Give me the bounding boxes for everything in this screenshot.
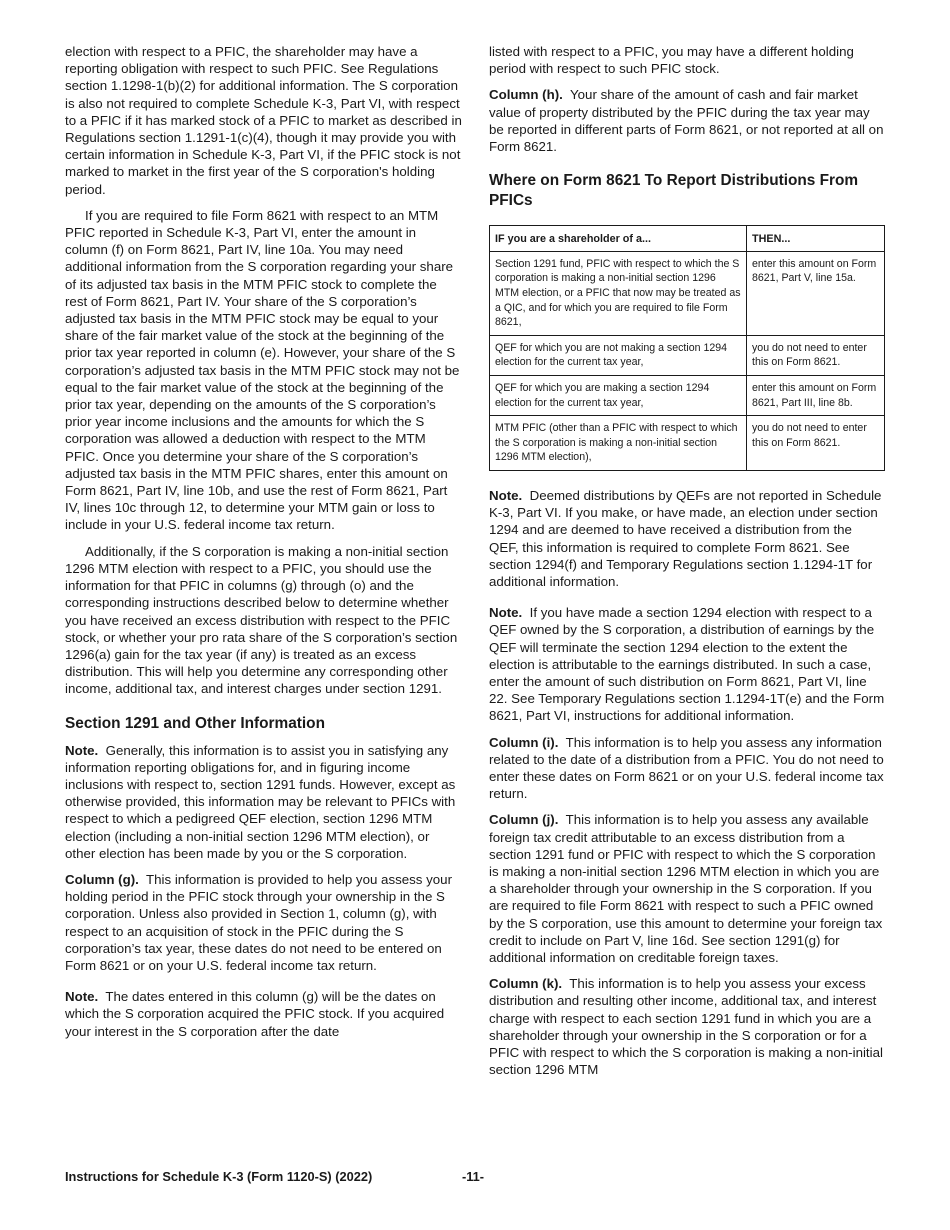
- table-cell-then: you do not need to enter this on Form 8621.: [747, 416, 885, 471]
- table-cell-if: MTM PFIC (other than a PFIC with respect to which the S corporation is making a non-initial section 1296 MTM election),: [490, 416, 747, 471]
- table-cell-then: enter this amount on Form 8621, Part III, line 8b.: [747, 375, 885, 415]
- section-heading: Where on Form 8621 To Report Distributions From PFICs: [489, 172, 859, 210]
- table-row: [490, 335, 885, 375]
- note-label: Note.: [65, 742, 99, 758]
- column-text: This information is to help you assess any available foreign tax credit attributable to an excess distribution from a section 1291 fund or PFIC with respect to which the S corporation is making a non-initial section 1296 MTM election in which you are a shareholder through your ownership in the S corporation. If you are required to file Form 8621 with respect to such a PFIC owned by the S corporation, use this amount to determine your foreign tax credit to include on Part V, line 16d. See section 1291(g) for additional information on creditable foreign taxes.: [489, 812, 883, 966]
- column-k-paragraph: [489, 975, 885, 1078]
- note-paragraph: [65, 988, 462, 1040]
- column-label: Column (h).: [489, 87, 563, 103]
- note-paragraph: [65, 742, 462, 862]
- right-column: [489, 43, 885, 1087]
- table-cell-then: enter this amount on Form 8621, Part V, line 15a.: [747, 251, 885, 335]
- paragraph: If you are required to file Form 8621 with respect to an MTM PFIC reported in Schedule K-3, Part VI, enter the amount in column (f) on Form 8621, Part IV, line 10a. You may need additional information from the S corporation regarding your share of its adjusted tax basis in the MTM PFIC stock to complete the rest of Form 8621, Part IV. Your share of the S corporation’s adjusted tax basis in the MTM PFIC stock may be equal to your share of the fair market value of the stock at the beginning of the prior tax year reported in column (e). However, your share of the S corporation’s adjusted tax basis in the MTM PFIC stock may not be equal to the fair market value of the stock at the beginning of the prior tax year, depending on the amounts of the S corporation’s prior year income inclusions and the amounts for which the S corporation was allowed a deduction with respect to the MTM PFIC. Once you determine your share of the S corporation’s adjusted tax basis in the MTM PFIC shares, enter this amount on Form 8621, Part IV, line 10b, and use the rest of Form 8621, Part IV, lines 10c through 12, to determine your MTM gain or loss to include in your U.S. federal income tax return.: [65, 207, 460, 533]
- left-column: [65, 43, 462, 1049]
- column-text: This information is to help you assess your excess distribution and resulting other income, additional tax, and interest charge with respect to each section 1291 fund in which you are a shareholder through your ownership in the S corporation or for a PFIC with respect to which the S corporation is making a non-initial section 1296 MTM: [489, 976, 883, 1078]
- column-h-paragraph: [489, 86, 885, 155]
- table-header-then: THEN...: [747, 226, 885, 252]
- table-cell-then: you do not need to enter this on Form 8621.: [747, 335, 885, 375]
- table-row: [490, 251, 885, 335]
- page-number: -11-: [462, 1169, 485, 1184]
- note-text: Deemed distributions by QEFs are not reported in Schedule K-3, Part VI. If you make, or have made, an election under section 1294 and are deemed to have received a distribution from the QEF, this information is required to complete Form 8621. See section 1294(f) and Temporary Regulations section 1.1294-1T for additional information.: [489, 487, 882, 589]
- distribution-table: [489, 225, 885, 471]
- note-label: Note.: [489, 605, 523, 621]
- column-label: Column (g).: [65, 871, 139, 887]
- note-text: Generally, this information is to assist you in satisfying any information reporting obligations for, and in figuring income inclusions with respect to, section 1291 funds. However, except as otherwise provided, this information may be relevant to PFICs with respect to which a pedigreed QEF election, section 1296 MTM election (including a non-initial section 1296 MTM election), or other election has been made by you or the S corporation.: [65, 742, 456, 861]
- section-heading: Section 1291 and Other Information: [65, 714, 325, 732]
- note-text: The dates entered in this column (g) will be the dates on which the S corporation acquired the PFIC stock. If you acquired your interest in the S corporation after the date: [65, 989, 445, 1039]
- column-text: This information is provided to help you assess your holding period in the PFIC stock through your ownership in the S corporation. Unless also provided in Section 1, column (g), with respect to an acquisition of stock in the PFIC during the S corporation’s tax year, these dates do not need to be entered on Form 8621 or on your U.S. federal income tax return.: [65, 871, 452, 973]
- table-cell-if: QEF for which you are making a section 1294 election for the current tax year,: [490, 375, 747, 415]
- note-paragraph: [489, 487, 885, 590]
- note-label: Note.: [489, 487, 523, 503]
- table-header-row: [490, 226, 885, 252]
- table-header-if: IF you are a shareholder of a...: [490, 226, 747, 252]
- table-row: [490, 416, 885, 471]
- paragraph: election with respect to a PFIC, the shareholder may have a reporting obligation with respect to such PFIC. See Regulations section 1.1298-1(b)(2) for additional information. The S corporation is also not required to complete Schedule K-3, Part VI, with respect to a PFIC if it has marked stock of a PFIC to market as described in Regulations section 1.1291-1(c)(4), though it may provide you with certain information in Schedule K-3, Part VI, if the PFIC stock is not marked to market in the first year of the S corporation's holding period.: [65, 44, 462, 197]
- note-text: If you have made a section 1294 election with respect to a QEF owned by the S corporation, a distribution of earnings by the QEF will terminate the section 1294 election to the extent the election is attributable to the earnings distributed. In such a case, enter the amount of such distribution on Form 8621, Part VI, line 22. See Temporary Regulations section 1.1294-1T(e) and the Form 8621, Part VI, instructions for additional information.: [489, 605, 885, 724]
- column-text: This information is to help you assess any information related to the date of a distribution from a PFIC. You do not need to enter these dates on Form 8621 or on your U.S. federal income tax return.: [489, 734, 884, 802]
- table-row: [490, 375, 885, 415]
- column-g-paragraph: [65, 871, 462, 974]
- footer-title: Instructions for Schedule K-3 (Form 1120-S) (2022): [65, 1169, 373, 1184]
- column-label: Column (k).: [489, 976, 563, 992]
- table-cell-if: QEF for which you are not making a section 1294 election for the current tax year,: [490, 335, 747, 375]
- column-i-paragraph: [489, 734, 885, 803]
- note-label: Note.: [65, 989, 99, 1005]
- column-text: Your share of the amount of cash and fair market value of property distributed by the PFIC during the tax year may be reported in different parts of Form 8621, or not reported at all on Form 8621.: [489, 87, 884, 155]
- paragraph: Additionally, if the S corporation is making a non-initial section 1296 MTM election with respect to a PFIC, you should use the information for that PFIC in columns (g) through (o) and the corresponding instructions described below to determine whether you have received an excess distribution with respect to the PFIC stock, or whether your pro rata share of the S corporation’s section 1296(a) gain for the tax year (if any) is treated as an excess distribution. This will help you determine any corresponding other income, additional tax, and interest charges under section 1291.: [65, 543, 458, 697]
- column-label: Column (i).: [489, 734, 559, 750]
- page-footer: [65, 1169, 485, 1184]
- note-paragraph: [489, 604, 885, 724]
- table-cell-if: Section 1291 fund, PFIC with respect to which the S corporation is making a non-initial section 1296 MTM election, or a PFIC that now may be treated as a QIC, and for which you are required to file Form 8621,: [490, 251, 747, 335]
- paragraph: listed with respect to a PFIC, you may have a different holding period with respect to such PFIC stock.: [489, 44, 854, 77]
- column-label: Column (j).: [489, 812, 559, 828]
- column-j-paragraph: [489, 811, 885, 966]
